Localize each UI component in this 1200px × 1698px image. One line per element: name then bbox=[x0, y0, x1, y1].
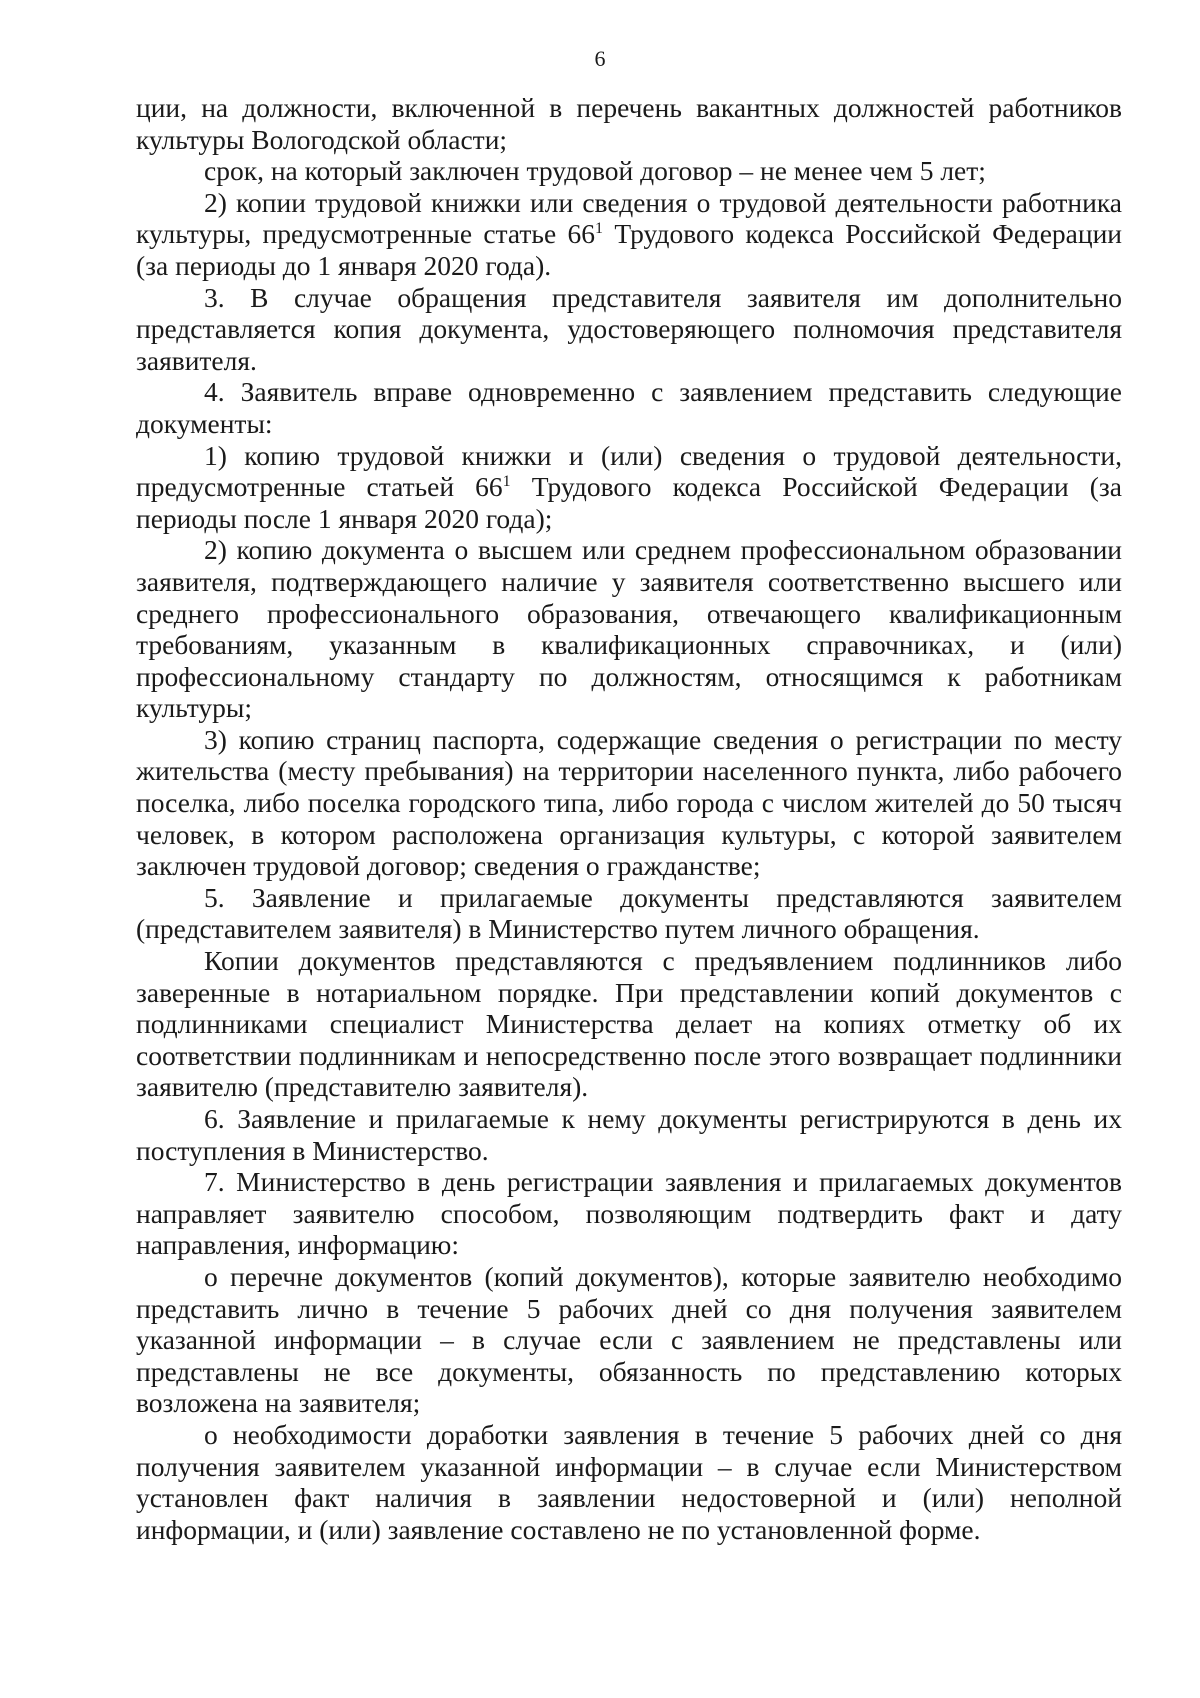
paragraph-documents-list: о перечне документов (копий документов), которые заявителю необходимо представить лично в течение 5 рабочих дней со дня получения заявителем указанной информации – в случае если с заявлением не представлены или представлены не все документы, обязанность по представлению которых возложена на заявителя; bbox=[136, 1260, 1122, 1419]
paragraph-clause-3: 3. В случае обращения представителя заявителя им дополнительно представляется копия документа, удостоверяющего полномочия представителя заявителя. bbox=[136, 281, 1122, 376]
paragraph-copies: Копии документов представляются с предъявлением подлинников либо заверенные в нотариальном порядке. При представлении копий документов с подлинниками специалист Министерства делает на копиях отметку об их соответствии подлинникам и непосредственно после этого возвращает подлинники заявителю (представителю заявителя). bbox=[136, 945, 1122, 1103]
paragraph-clause-4-item-2: 2) копию документа о высшем или среднем профессиональном образовании заявителя, подтверждающего наличие у заявителя соответственно высшего или среднего профессионального образования, отвечающего квалификационным требованиям, указанным в квалификационных справочниках, и (или) профессиональному стандарту по должностям, относящимся к работникам культуры; bbox=[136, 534, 1122, 724]
article-superscript: 1 bbox=[502, 472, 511, 490]
paragraph-clause-5: 5. Заявление и прилагаемые документы представляются заявителем (представителем заявителя) в Министерство путем личного обращения. bbox=[136, 881, 1122, 945]
paragraph-clause-7: 7. Министерство в день регистрации заявления и прилагаемых документов направляет заявителю способом, позволяющим подтвердить факт и дату направления, информацию: bbox=[136, 1166, 1122, 1261]
paragraph-text-start: 2) копии трудовой книжки или сведения о трудовой деятельности работника культуры, предусмотренные статье 66 bbox=[136, 186, 1122, 250]
page-number: 6 bbox=[594, 46, 606, 71]
paragraph-continuation: ции, на должности, включенной в перечень вакантных должностей работников культуры Вологодской области; bbox=[136, 92, 1122, 155]
paragraph-item-2-labor-book bbox=[136, 187, 1122, 282]
paragraph-revision: о необходимости доработки заявления в течение 5 рабочих дней со дня получения заявителем указанной информации – в случае если Министерством установлен факт наличия в заявлении недостоверной и (или) неполной информации, и (или) заявление составлено не по установленной форме. bbox=[136, 1418, 1122, 1545]
paragraph-text-end: Трудового кодекса Российской Федерации (за периоды после 1 января 2020 года); bbox=[136, 471, 1122, 534]
paragraph-clause-4-item-1 bbox=[136, 440, 1122, 535]
paragraph-clause-4-item-3: 3) копию страниц паспорта, содержащие сведения о регистрации по месту жительства (месту пребывания) на территории населенного пункта, либо рабочего поселка, либо поселка городского типа, либо города с числом жителей до 50 тысяч человек, в котором расположена организация культуры, с которой заявителем заключен трудовой договор; сведения о гражданстве; bbox=[136, 723, 1122, 882]
paragraph-text-end: Трудового кодекса Российской Федерации (за периоды до 1 января 2020 года). bbox=[136, 218, 1123, 281]
article-superscript: 1 bbox=[595, 220, 603, 238]
document-body bbox=[136, 92, 1122, 1545]
paragraph-text-start: 1) копию трудовой книжки и (или) сведения о трудовой деятельности, предусмотренные статьей 66 bbox=[136, 439, 1122, 503]
paragraph-clause-4: 4. Заявитель вправе одновременно с заявлением представить следующие документы: bbox=[136, 376, 1122, 439]
paragraph-clause-6: 6. Заявление и прилагаемые к нему документы регистрируются в день их поступления в Министерство. bbox=[136, 1103, 1122, 1166]
paragraph-contract-term: срок, на который заключен трудовой договор – не менее чем 5 лет; bbox=[204, 155, 986, 187]
